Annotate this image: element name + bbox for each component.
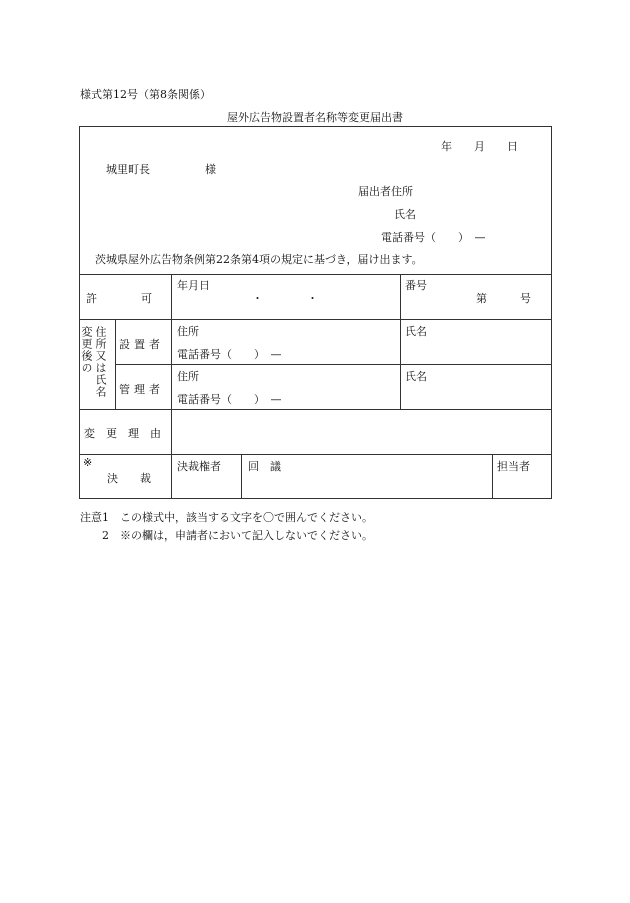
permit-label: 許 可 <box>86 292 152 305</box>
permit-number-value: 第 号 <box>476 292 531 305</box>
permit-date-dots: ・ ・ <box>252 292 318 305</box>
manager-label: 管理者 <box>119 383 164 396</box>
circulation-label: 回 議 <box>248 460 281 473</box>
applicant-address-label: 届出者住所 <box>358 185 413 198</box>
change-reason-label: 変 更 理 由 <box>84 427 161 440</box>
declaration-text: 茨城県屋外広告物条例第22条第4項の規定に基づき，届け出ます。 <box>95 253 423 266</box>
change-section-label-col2: 変更後の <box>80 326 93 374</box>
installer-address-label: 住所 <box>177 325 199 338</box>
manager-address-label: 住所 <box>177 370 199 383</box>
applicant-name-label: 氏名 <box>394 208 416 221</box>
permit-date-label: 年月日 <box>177 279 210 292</box>
manager-phone-label: 電話番号（ ） — <box>177 393 282 406</box>
form-number: 様式第12号（第8条関係） <box>80 88 211 101</box>
note-2: 2 ※の欄は，申請者において記入しないでください。 <box>80 529 373 542</box>
manager-name-label: 氏名 <box>405 370 427 383</box>
note-1: 注意1 この様式中，該当する文字を〇で囲んでください。 <box>80 511 373 524</box>
permit-number-label: 番号 <box>405 279 427 292</box>
addressee: 城里町長 様 <box>106 163 216 176</box>
date-line: 年 月 日 <box>441 140 518 153</box>
authority-label: 決裁権者 <box>177 460 221 473</box>
installer-name-label: 氏名 <box>405 325 427 338</box>
page-title: 屋外広告物設置者名称等変更届出書 <box>227 111 403 124</box>
charge-label: 担当者 <box>497 460 530 473</box>
change-section-label-col1: 住所又は氏名 <box>94 326 107 398</box>
approval-mark: ※ <box>83 456 93 469</box>
installer-label: 設置者 <box>119 338 164 351</box>
applicant-phone-label: 電話番号（ ） — <box>381 231 486 244</box>
decision-label: 決 裁 <box>107 472 151 485</box>
installer-phone-label: 電話番号（ ） — <box>177 348 282 361</box>
